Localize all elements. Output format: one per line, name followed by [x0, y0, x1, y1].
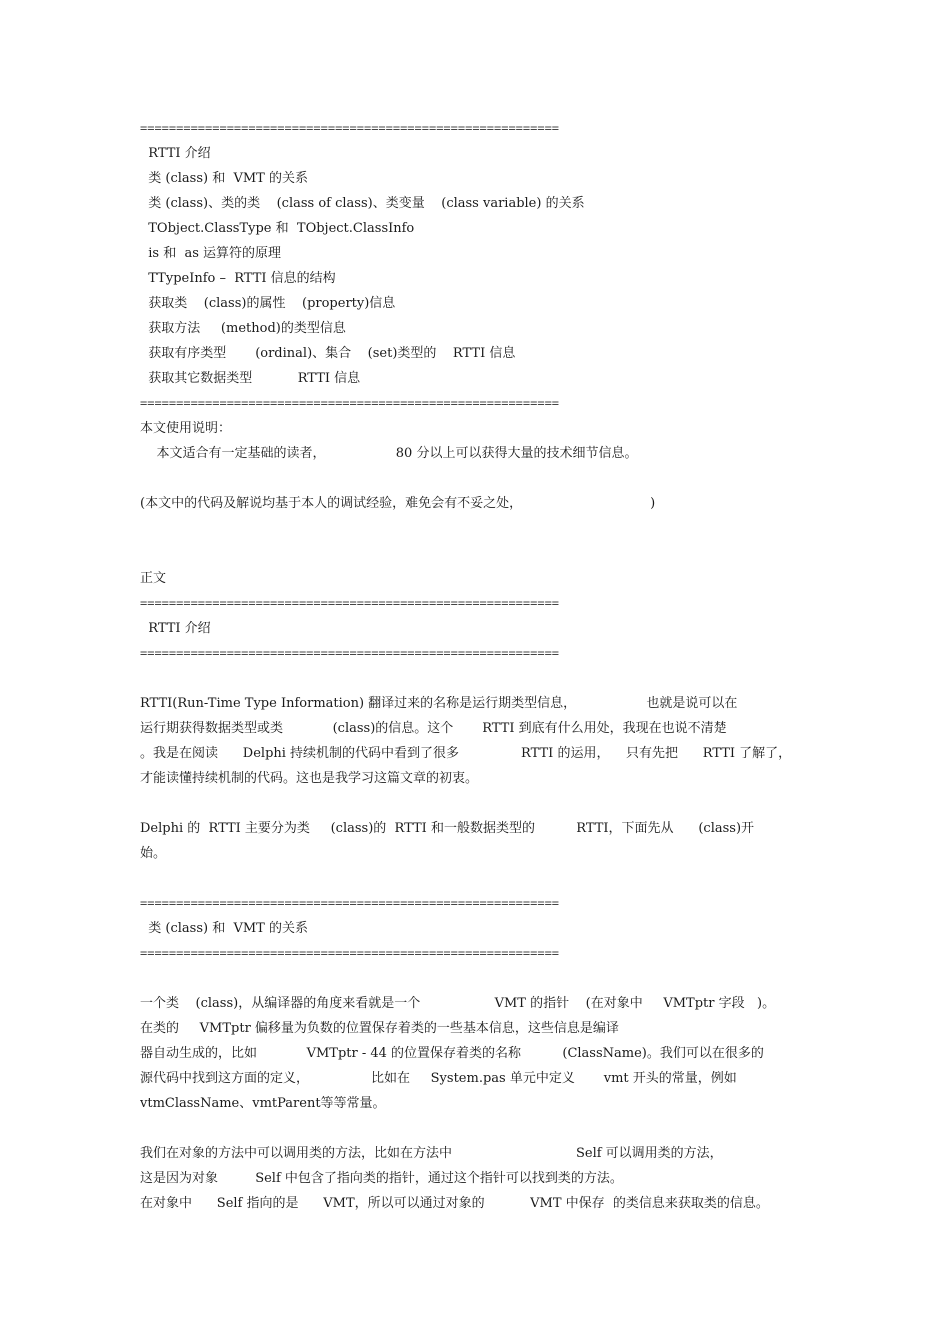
intro-note: (本文中的代码及解说均基于本人的调试经验，难免会有不妥之处， ): [140, 496, 656, 511]
section-label: 正文: [140, 571, 167, 586]
paragraph-line: 。我是在阅读 Delphi 持续机制的代码中看到了很多 RTTI 的运用， 只有先把 RTTI 了解了，: [140, 746, 792, 761]
toc-item: RTTI 介绍: [140, 146, 211, 161]
toc-item: 获取有序类型 (ordinal)、集合 (set)类型的 RTTI 信息: [140, 346, 516, 361]
toc-item: 获取类 (class)的属性 (property)信息: [140, 296, 396, 311]
paragraph-line: 在对象中 Self 指向的是 VMT，所以可以通过对象的 VMT 中保存 的类信息来获取类的信息。: [140, 1196, 769, 1211]
separator-line: ==========================================================: [140, 646, 560, 660]
toc-item: 获取其它数据类型 RTTI 信息: [140, 371, 361, 386]
paragraph-line: Delphi 的 RTTI 主要分为类 (class)的 RTTI 和一般数据类型的 RTTI，下面先从 (class)开: [140, 821, 755, 836]
paragraph-line: 在类的 VMTptr 偏移量为负数的位置保存着类的一些基本信息，这些信息是编译: [140, 1021, 619, 1036]
paragraph-line: RTTI(Run-Time Type Information) 翻译过来的名称是运行期类型信息， 也就是说可以在: [140, 696, 738, 711]
toc-item: 获取方法 (method)的类型信息: [140, 321, 346, 336]
paragraph-line: vtmClassName、vmtParent等等常量。: [140, 1096, 386, 1111]
intro-text: 本文适合有一定基础的读者， 80 分以上可以获得大量的技术细节信息。: [140, 446, 638, 461]
separator-line: ==========================================================: [140, 596, 560, 610]
paragraph-line: 才能读懂持续机制的代码。这也是我学习这篇文章的初衷。: [140, 771, 479, 786]
paragraph-line: 一个类 (class)，从编译器的角度来看就是一个 VMT 的指针 (在对象中 VMTptr 字段 )。: [140, 996, 776, 1011]
document-page: [140, 116, 820, 1216]
paragraph-line: 运行期获得数据类型或类 (class)的信息。这个 RTTI 到底有什么用处，我现在也说不清楚: [140, 721, 727, 736]
paragraph-line: 我们在对象的方法中可以调用类的方法，比如在方法中 Self 可以调用类的方法，: [140, 1146, 723, 1161]
paragraph-line: 器自动生成的，比如 VMTptr - 44 的位置保存着类的名称 (ClassName)。我们可以在很多的: [140, 1046, 764, 1061]
toc-item: TTypeInfo – RTTI 信息的结构: [140, 271, 336, 286]
toc-item: is 和 as 运算符的原理: [140, 246, 282, 261]
toc-item: TObject.ClassType 和 TObject.ClassInfo: [140, 221, 415, 236]
toc-item: 类 (class)、类的类 (class of class)、类变量 (class variable) 的关系: [140, 196, 585, 211]
paragraph-line: 始。: [140, 846, 167, 861]
intro-label: 本文使用说明：: [140, 421, 232, 436]
separator-line: ==========================================================: [140, 896, 560, 910]
toc-item: 类 (class) 和 VMT 的关系: [140, 171, 308, 186]
section-title: 类 (class) 和 VMT 的关系: [140, 921, 308, 936]
paragraph-line: 源代码中找到这方面的定义， 比如在 System.pas 单元中定义 vmt 开头的常量，例如: [140, 1071, 737, 1086]
separator-line: ==========================================================: [140, 121, 560, 135]
paragraph-line: 这是因为对象 Self 中包含了指向类的指针，通过这个指针可以找到类的方法。: [140, 1171, 623, 1186]
separator-line: ==========================================================: [140, 396, 560, 410]
section-title: RTTI 介绍: [140, 621, 211, 636]
separator-line: ==========================================================: [140, 946, 560, 960]
